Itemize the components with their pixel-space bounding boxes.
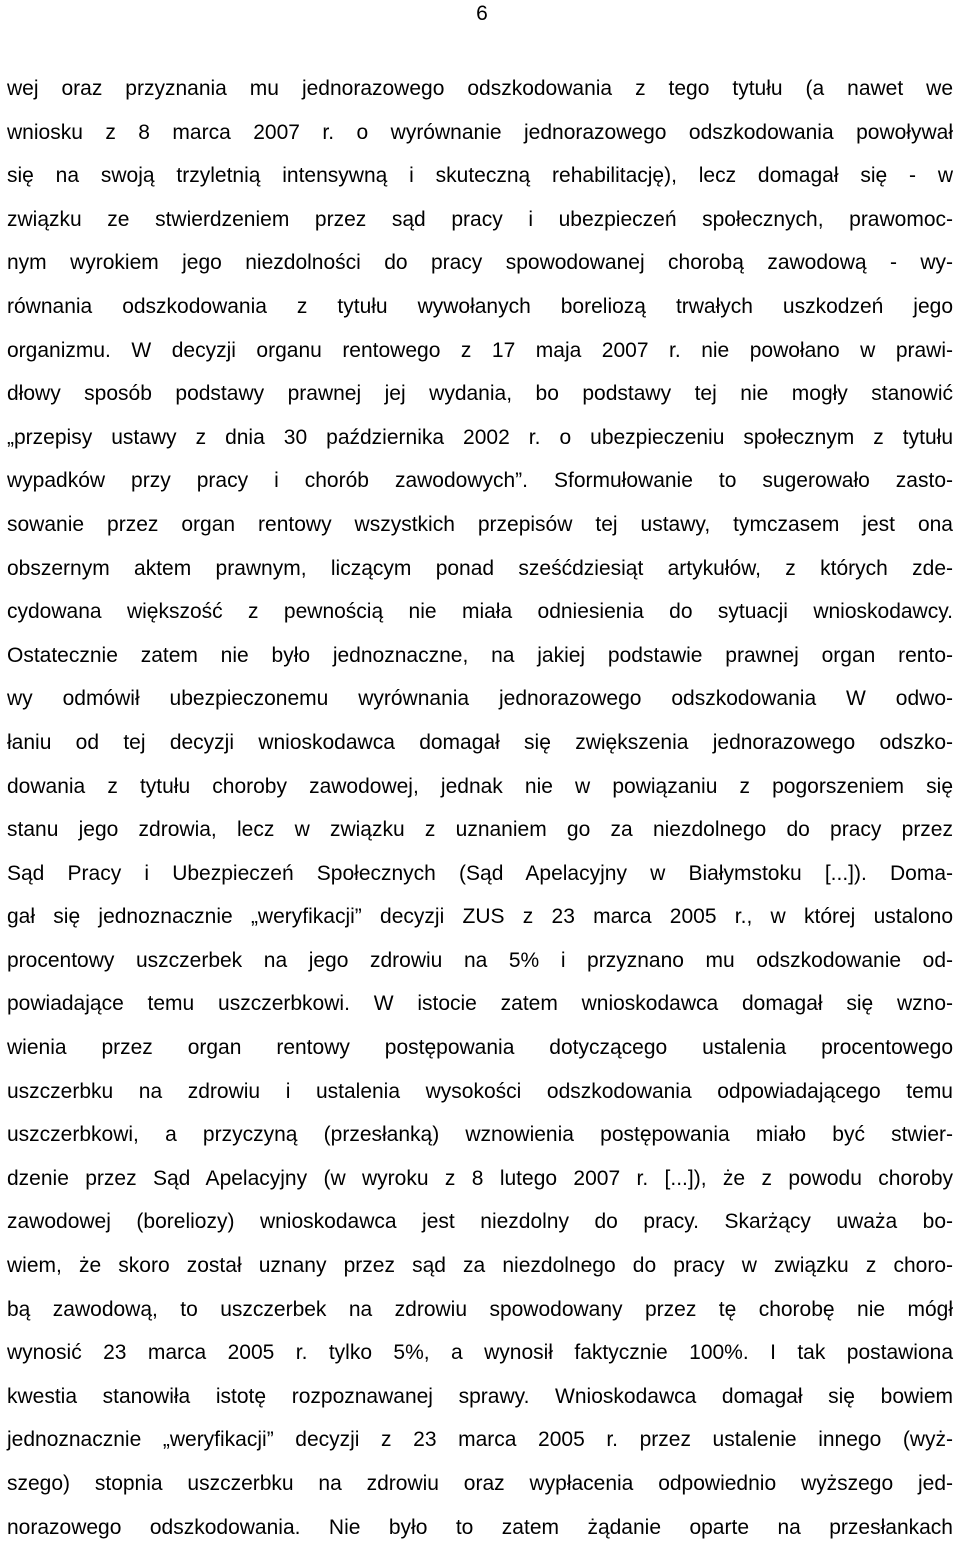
text-line: jednoznacznie „weryfikacji” decyzji z 23 marca 2005 r. przez ustalenie innego (wyż- xyxy=(7,1428,953,1452)
text-line: obszernym aktem prawnym, liczącym ponad sześćdziesiąt artykułów, z których zde- xyxy=(7,556,953,580)
text-line: równania odszkodowania z tytułu wywołanych boreliozą trwałych uszkodzeń jego xyxy=(7,294,953,318)
text-line: uszczerbku na zdrowiu i ustalenia wysokości odszkodowania odpowiadającego temu xyxy=(7,1079,953,1103)
text-line: powiadające temu uszczerbkowi. W istocie zatem wnioskodawca domagał się wzno- xyxy=(7,992,953,1016)
text-line: dłowy sposób podstawy prawnej jej wydania, bo podstawy tej nie mogły stanowić xyxy=(7,382,953,406)
text-line: wej oraz przyznania mu jednorazowego odszkodowania z tego tytułu (a nawet we xyxy=(7,77,953,100)
text-line: wniosku z 8 marca 2007 r. o wyrównanie jednorazowego odszkodowania powoływał xyxy=(7,120,953,144)
text-line: nym wyrokiem jego niezdolności do pracy spowodowanej chorobą zawodową - wy- xyxy=(7,251,953,275)
text-line: sowanie przez organ rentowy wszystkich przepisów tej ustawy, tymczasem jest ona xyxy=(7,512,953,536)
text-line: „przepisy ustawy z dnia 30 października 2002 r. o ubezpieczeniu społecznym z tytułu xyxy=(7,425,953,449)
text-line: zawodowej (boreliozy) wnioskodawca jest niezdolny do pracy. Skarżący uważa bo- xyxy=(7,1210,953,1234)
text-line: kwestia stanowiła istotę rozpoznawanej sprawy. Wnioskodawca domagał się bowiem xyxy=(7,1384,953,1408)
text-line: dzenie przez Sąd Apelacyjny (w wyroku z 8 lutego 2007 r. [...]), że z powodu choroby xyxy=(7,1166,953,1190)
text-line: Ostatecznie zatem nie było jednoznaczne, na jakiej podstawie prawnej organ rento- xyxy=(7,643,953,667)
text-line: procentowy uszczerbek na jego zdrowiu na 5% i przyznano mu odszkodowanie od- xyxy=(7,948,953,972)
text-line: się na swoją trzyletnią intensywną i skuteczną rehabilitację), lecz domagał się - w xyxy=(7,164,953,188)
text-line: wy odmówił ubezpieczonemu wyrównania jednorazowego odszkodowania W odwo- xyxy=(7,687,953,711)
text-line: wiem, że skoro został uznany przez sąd za niezdolnego do pracy w związku z choro- xyxy=(7,1254,953,1278)
text-line: Sąd Pracy i Ubezpieczeń Społecznych (Sąd Apelacyjny w Białymstoku [...]). Doma- xyxy=(7,861,953,885)
text-line: szego) stopnia uszczerbku na zdrowiu oraz wypłacenia odpowiednio wyższego jed- xyxy=(7,1472,953,1495)
text-line: wypadków przy pracy i chorób zawodowych”. Sformułowanie to sugerowało zasto- xyxy=(7,469,953,493)
text-line: bą zawodową, to uszczerbek na zdrowiu spowodowany przez tę chorobę nie mógł xyxy=(7,1297,953,1321)
text-line: wienia przez organ rentowy postępowania dotyczącego ustalenia procentowego xyxy=(7,1036,953,1060)
text-line: stanu jego zdrowia, lecz w związku z uznaniem go za niezdolnego do pracy przez xyxy=(7,818,953,842)
text-line: organizmu. W decyzji organu rentowego z 17 maja 2007 r. nie powołano w prawi- xyxy=(7,338,953,362)
text-line: uszczerbkowi, a przyczyną (przesłanką) wznowienia postępowania miało być stwier- xyxy=(7,1123,953,1147)
text-line: gał się jednoznacznie „weryfikacji” decyzji ZUS z 23 marca 2005 r., w której ustalono xyxy=(7,905,953,929)
text-line: związku ze stwierdzeniem przez sąd pracy i ubezpieczeń społecznych, prawomoc- xyxy=(7,207,953,231)
text-line: dowania z tytułu choroby zawodowej, jednak nie w powiązaniu z pogorszeniem się xyxy=(7,774,953,798)
text-line: łaniu od tej decyzji wnioskodawca domagał się zwiększenia jednorazowego odszko- xyxy=(7,730,953,754)
page-number: 6 xyxy=(476,2,488,25)
text-line: norazowego odszkodowania. Nie było to zatem żądanie oparte na przesłankach xyxy=(7,1515,953,1539)
text-line: cydowana większość z pewnością nie miała odniesienia do sytuacji wnioskodawcy. xyxy=(7,600,953,624)
text-line: wynosić 23 marca 2005 r. tylko 5%, a wynosił faktycznie 100%. I tak postawiona xyxy=(7,1341,953,1365)
body-text xyxy=(7,67,953,1549)
